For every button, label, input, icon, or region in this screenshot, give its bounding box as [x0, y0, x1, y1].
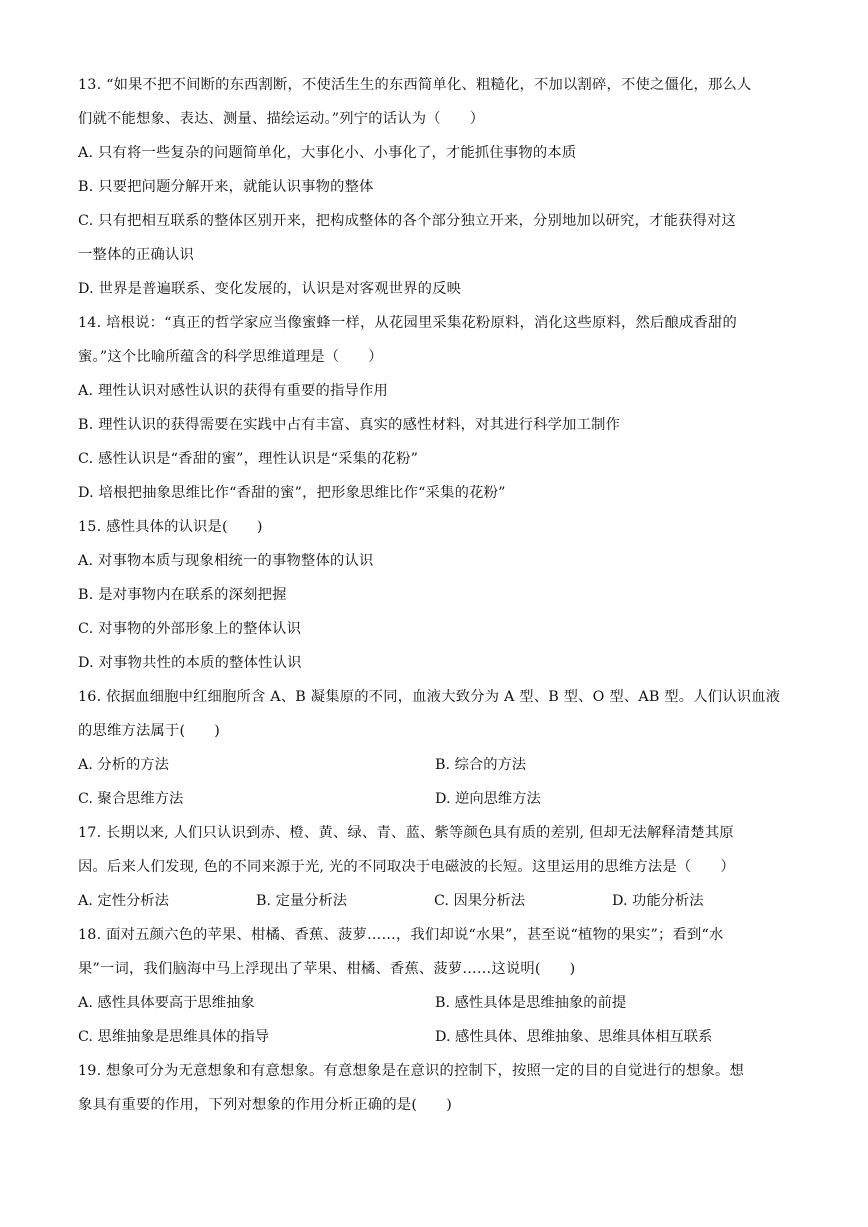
option-b: B. 只要把问题分解开来，就能认识事物的整体 [78, 179, 374, 195]
question-18 [78, 918, 793, 1054]
question-stem: 13. “如果不把不间断的东西割断，不使活生生的东西简单化、粗糙化，不加以割碎，不使之僵化，那么人 [78, 77, 752, 93]
question-stem: 14. 培根说：“真正的哲学家应当像蜜蜂一样，从花园里采集花粉原料，消化这些原料，然后酿成香甜的 [78, 315, 737, 331]
question-stem: 因。后来人们发现, 色的不同来源于光, 光的不同取决于电磁波的长短。这里运用的思维方法是（ ） [78, 859, 735, 875]
exam-page [78, 68, 793, 1122]
question-16 [78, 680, 793, 816]
question-stem: 19. 想象可分为无意想象和有意想象。有意想象是在意识的控制下，按照一定的目的自觉进行的想象。想 [78, 1063, 744, 1079]
question-stem: 果”一词，我们脑海中马上浮现出了苹果、柑橘、香蕉、菠萝……这说明( ) [78, 961, 576, 977]
question-17 [78, 816, 793, 918]
option-d: D. 逆向思维方法 [435, 791, 541, 807]
option-d: D. 培根把抽象思维比作“香甜的蜜”，把形象思维比作“采集的花粉” [78, 485, 506, 501]
option-c: C. 感性认识是“香甜的蜜”，理性认识是“采集的花粉” [78, 451, 419, 467]
question-stem: 象具有重要的作用，下列对想象的作用分析正确的是( ) [78, 1097, 452, 1113]
options-row [78, 986, 793, 1020]
option-a: A. 感性具体要高于思维抽象 [78, 995, 255, 1011]
option-b: B. 是对事物内在联系的深刻把握 [78, 587, 287, 603]
option-c: C. 思维抽象是思维具体的指导 [78, 1029, 270, 1045]
option-c: C. 因果分析法 [434, 893, 526, 909]
option-a: A. 理性认识对感性认识的获得有重要的指导作用 [78, 383, 388, 399]
question-stem: 17. 长期以来, 人们只认识到赤、橙、黄、绿、青、蓝、紫等颜色具有质的差别, 但却无法解释清楚其原 [78, 825, 734, 841]
question-19 [78, 1054, 793, 1122]
options-row [78, 884, 793, 918]
question-stem: 的思维方法属于( ) [78, 723, 221, 739]
option-c: C. 聚合思维方法 [78, 791, 184, 807]
option-d: D. 感性具体、思维抽象、思维具体相互联系 [435, 1029, 713, 1045]
option-b: B. 综合的方法 [435, 757, 527, 773]
option-c: C. 对事物的外部形象上的整体认识 [78, 621, 302, 637]
question-14 [78, 306, 793, 510]
question-13 [78, 68, 793, 306]
question-stem: 18. 面对五颜六色的苹果、柑橘、香蕉、菠萝……，我们却说“水果”，甚至说“植物的果实”；看到“水 [78, 927, 724, 943]
options-row [78, 1020, 793, 1054]
option-c-continued: 一整体的正确认识 [78, 247, 194, 263]
option-d: D. 世界是普遍联系、变化发展的，认识是对客观世界的反映 [78, 281, 462, 297]
option-c: C. 只有把相互联系的整体区别开来，把构成整体的各个部分独立开来，分别地加以研究，才能获得对这 [78, 213, 736, 229]
options-row [78, 782, 793, 816]
option-b: B. 定量分析法 [256, 893, 348, 909]
option-a: A. 只有将一些复杂的问题简单化，大事化小、小事化了，才能抓住事物的本质 [78, 145, 577, 161]
option-b: B. 理性认识的获得需要在实践中占有丰富、真实的感性材料，对其进行科学加工制作 [78, 417, 621, 433]
question-15 [78, 510, 793, 680]
option-b: B. 感性具体是思维抽象的前提 [435, 995, 627, 1011]
option-d: D. 功能分析法 [612, 893, 704, 909]
question-stem: 15. 感性具体的认识是( ) [78, 519, 263, 535]
question-stem: 蜜。”这个比喻所蕴含的科学思维道理是（ ） [78, 349, 383, 365]
option-a: A. 对事物本质与现象相统一的事物整体的认识 [78, 553, 374, 569]
option-a: A. 分析的方法 [78, 757, 169, 773]
question-stem: 16. 依据血细胞中红细胞所含 A、B 凝集原的不同，血液大致分为 A 型、B 型、O 型、AB 型。人们认识血液 [78, 689, 781, 705]
option-d: D. 对事物共性的本质的整体性认识 [78, 655, 302, 671]
options-row [78, 748, 793, 782]
question-stem: 们就不能想象、表达、测量、描绘运动。”列宁的话认为（ ） [78, 111, 485, 127]
option-a: A. 定性分析法 [78, 893, 169, 909]
